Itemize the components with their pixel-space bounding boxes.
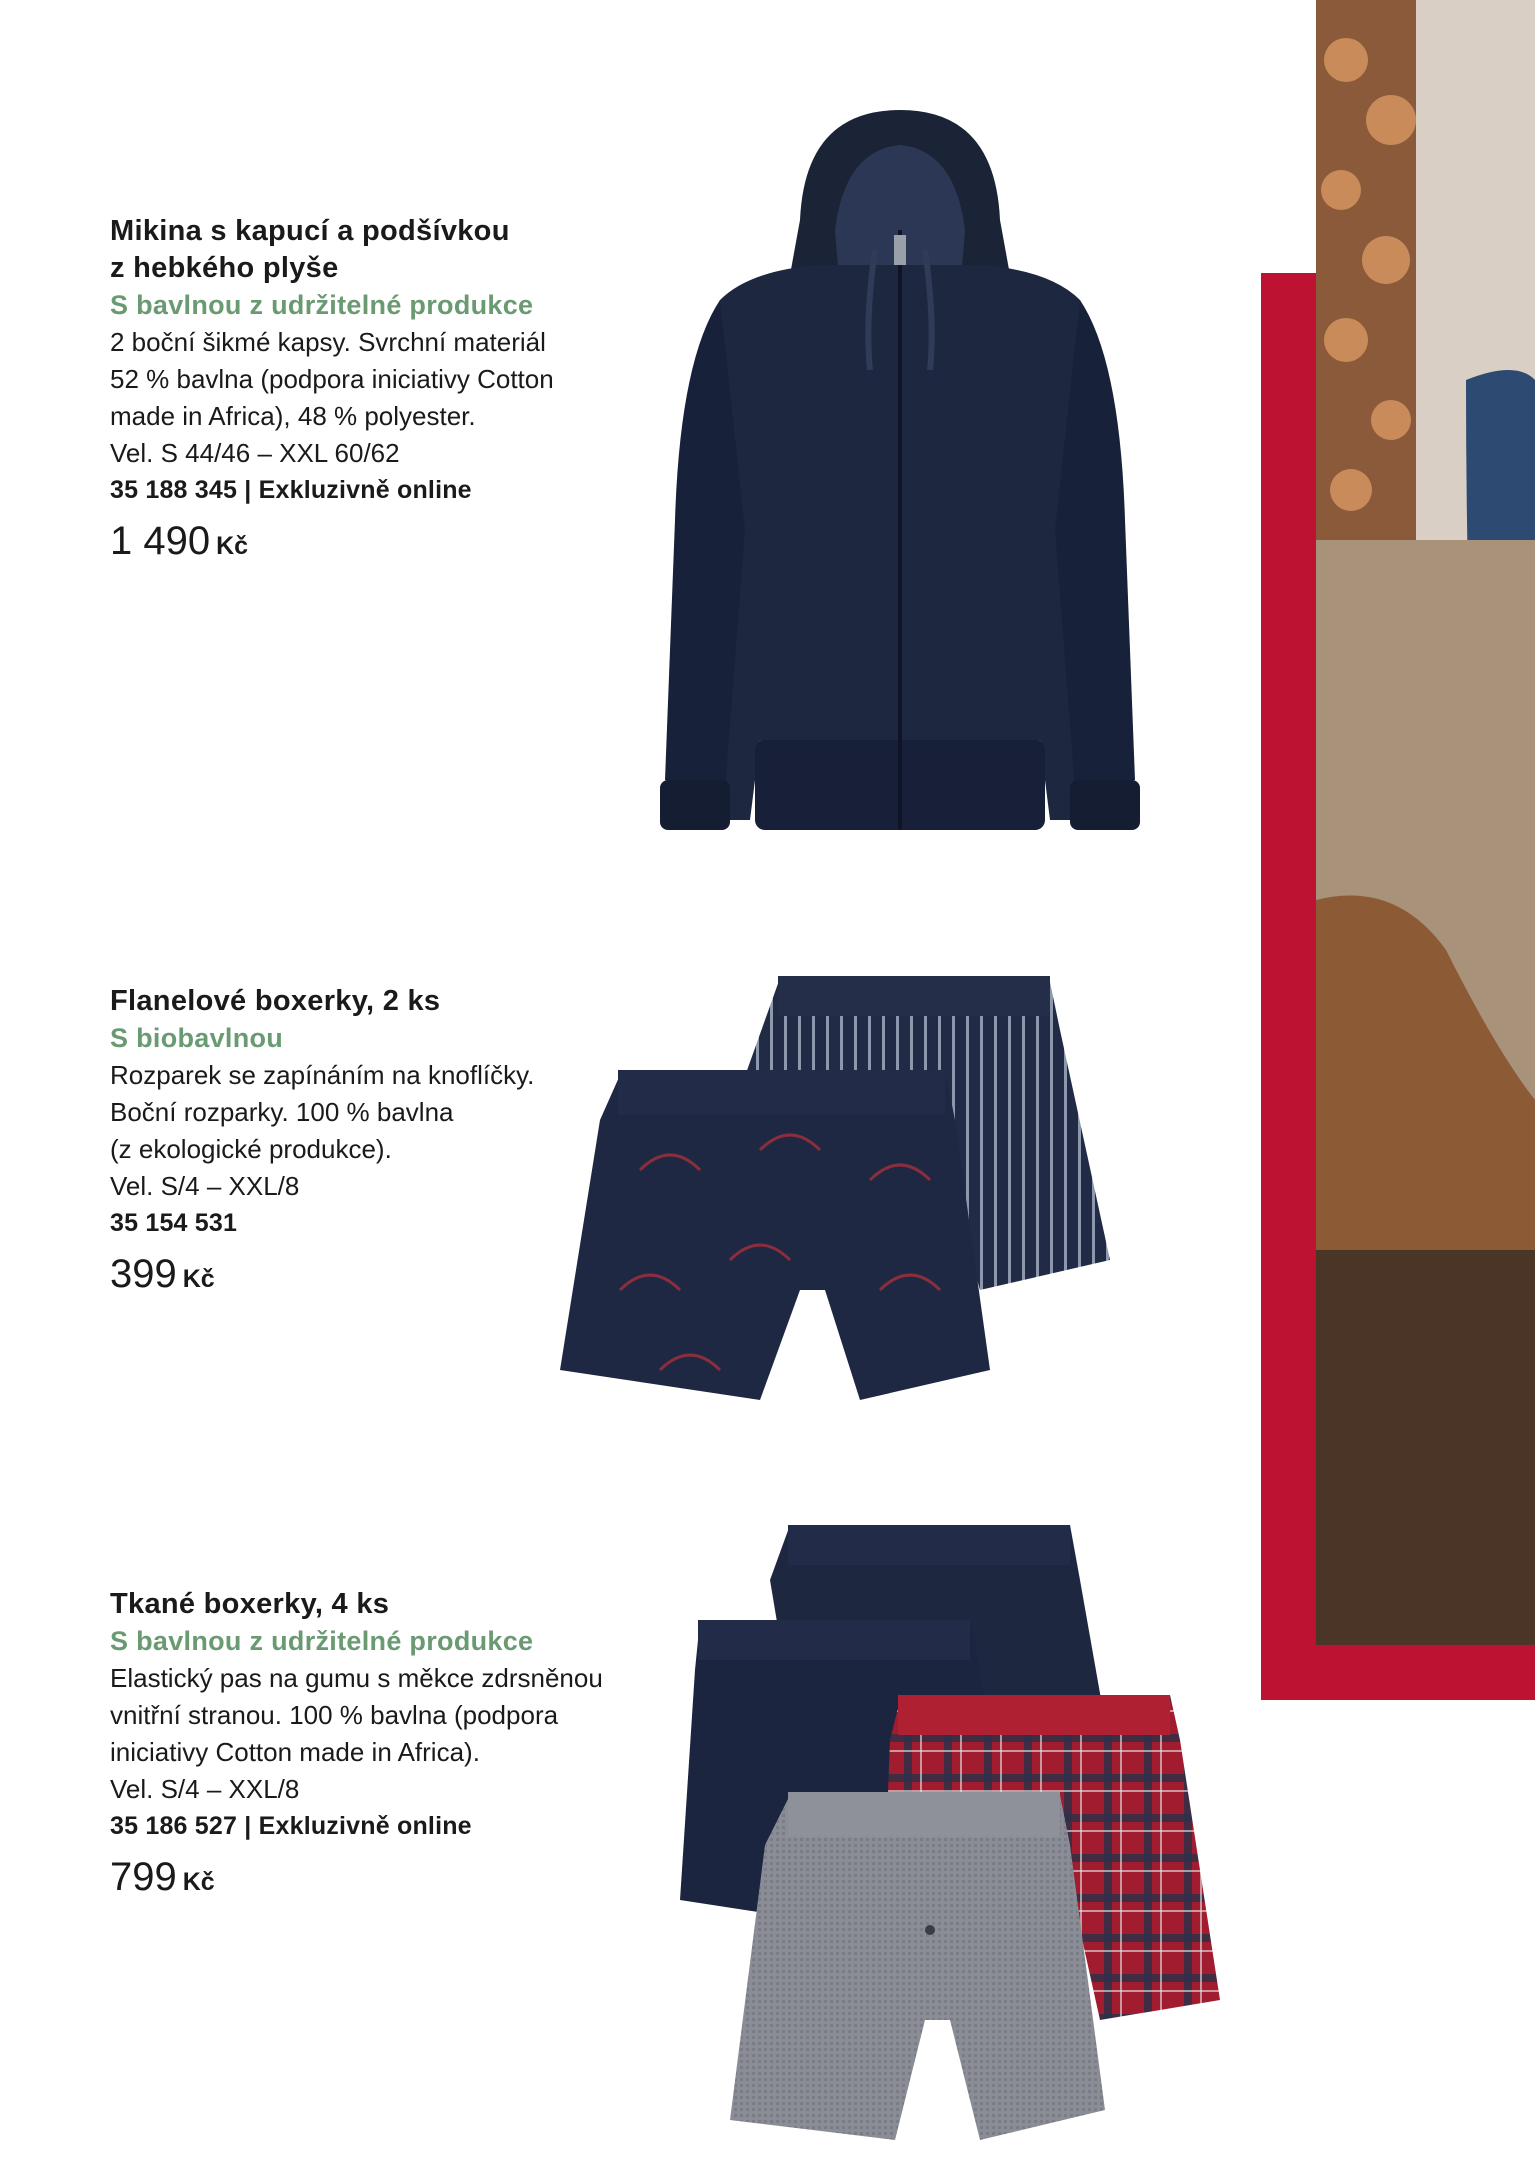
product-description: Rozparek se zapínáním na knoflíčky. Boční rozparky. 100 % bavlna (z ekologické produkce). bbox=[110, 1060, 535, 1164]
product-3-text bbox=[110, 1586, 670, 1906]
product-price: 799 Kč bbox=[110, 1855, 215, 1899]
product-title: Mikina s kapucí a podšívkou z hebkého plyše bbox=[110, 215, 510, 284]
product-code: 35 188 345 | Exkluzivně online bbox=[110, 476, 472, 504]
product-code: 35 186 527 | Exkluzivně online bbox=[110, 1812, 472, 1840]
product-subtitle: S bavlnou z udržitelné produkce bbox=[110, 1626, 534, 1656]
product-title: Tkané boxerky, 4 ks bbox=[110, 1588, 390, 1620]
product-sizes: Vel. S 44/46 – XXL 60/62 bbox=[110, 438, 400, 468]
hoodie-icon bbox=[630, 100, 1170, 860]
product-sizes: Vel. S/4 – XXL/8 bbox=[110, 1171, 300, 1201]
product-1-text bbox=[110, 213, 670, 570]
woven-boxers-icon bbox=[650, 1520, 1230, 2150]
product-subtitle: S bavlnou z udržitelné produkce bbox=[110, 290, 534, 320]
product-price: 399 Kč bbox=[110, 1252, 215, 1296]
product-code: 35 154 531 bbox=[110, 1209, 238, 1237]
product-description: Elastický pas na gumu s měkce zdrsněnou vnitřní stranou. 100 % bavlna (podpora iniciativy Cotton made in Africa). bbox=[110, 1663, 603, 1767]
product-title: Flanelové boxerky, 2 ks bbox=[110, 985, 441, 1017]
flannel-boxers-icon bbox=[560, 970, 1120, 1410]
product-description: 2 boční šikmé kapsy. Svrchní materiál 52 % bavlna (podpora iniciativy Cotton made in Africa), 48 % polyester. bbox=[110, 327, 554, 431]
product-sizes: Vel. S/4 – XXL/8 bbox=[110, 1774, 300, 1804]
product-subtitle: S biobavlnou bbox=[110, 1023, 284, 1053]
product-price: 1 490 Kč bbox=[110, 519, 249, 563]
lifestyle-photo bbox=[1316, 0, 1535, 1645]
